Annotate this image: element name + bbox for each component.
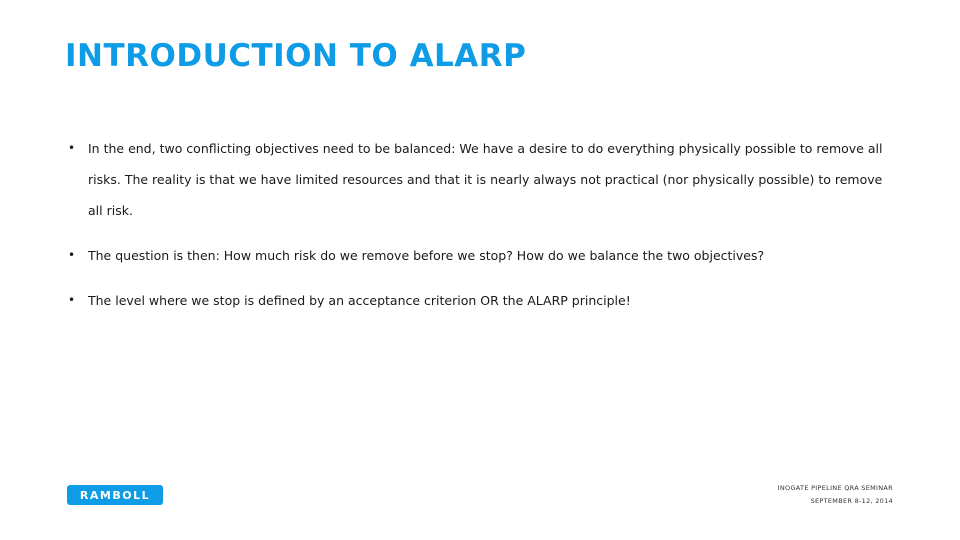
bullet-item [65, 133, 895, 226]
bullet-text: The level where we stop is defined by an acceptance criterion OR the ALARP principle! [88, 293, 631, 308]
footer-info [778, 482, 893, 508]
bullet-list [65, 133, 895, 316]
footer-seminar: INOGATE PIPELINE QRA SEMINAR [777, 484, 893, 492]
bullet-text: In the end, two conflicting objectives need to be balanced: We have a desire to do everything physically possible to remove all risks. The reality is that we have limited resources and that it is nearly always not practical (nor physically possible) to remove all risk. [88, 141, 883, 218]
bullet-dot-icon: • [68, 248, 76, 262]
logo-text: RAMBOLL [79, 488, 151, 502]
bullet-item [65, 285, 895, 316]
bullet-dot-icon: • [68, 293, 76, 307]
ramboll-logo [67, 485, 163, 505]
slide-title: INTRODUCTION TO ALARP [65, 38, 527, 74]
footer-date: SEPTEMBER 8-12, 2014 [810, 497, 893, 505]
bullet-dot-icon: • [68, 141, 76, 155]
bullet-text: The question is then: How much risk do we remove before we stop? How do we balance the two objectives? [88, 248, 765, 263]
bullet-item [65, 240, 895, 271]
